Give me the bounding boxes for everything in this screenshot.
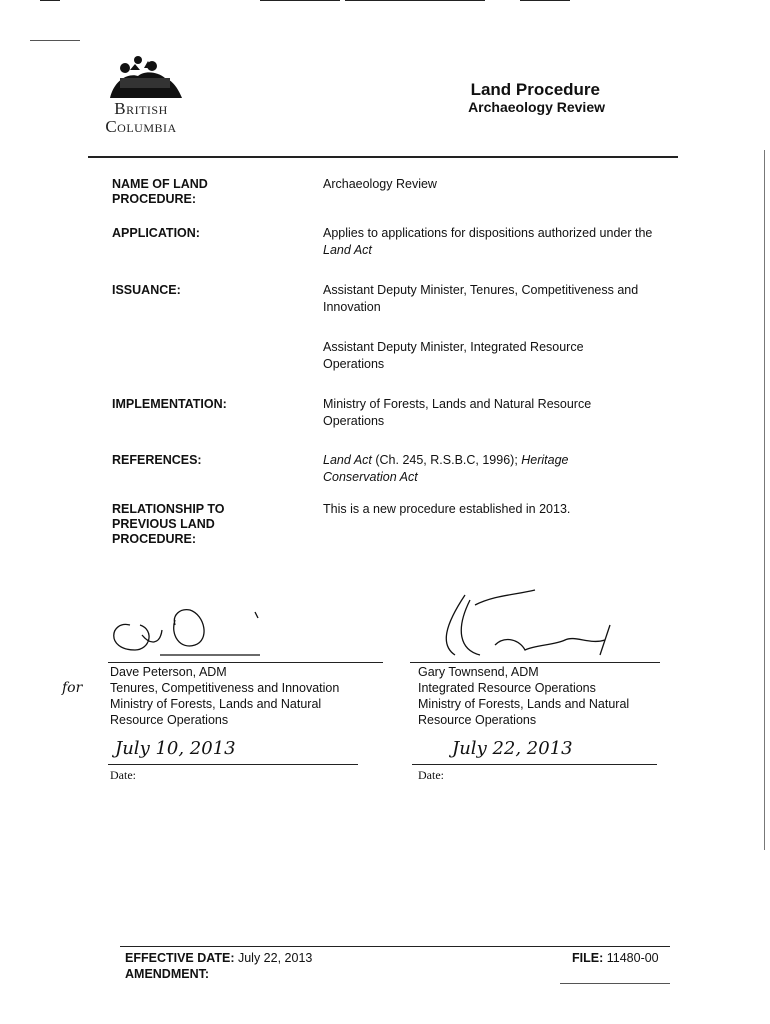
label-issuance: ISSUANCE:	[112, 283, 181, 297]
signature-left-icon	[100, 600, 270, 660]
value-application-text: Applies to applications for dispositions authorized under the	[323, 226, 653, 240]
signature-line-left	[108, 662, 383, 663]
value-application	[323, 225, 673, 259]
date-line-left	[108, 764, 358, 765]
label-name-of-procedure: NAME OF LAND PROCEDURE:	[112, 177, 208, 206]
footer-rule-top	[120, 946, 670, 947]
signer-right-line3: Resource Operations	[418, 713, 537, 727]
label-relationship: RELATIONSHIP TO PREVIOUS LAND PROCEDURE:	[112, 502, 225, 546]
label-implementation: IMPLEMENTATION:	[112, 397, 227, 411]
ref-heritage-act: Heritage Conservation Act	[323, 453, 569, 484]
header-rule	[88, 156, 678, 158]
value-application-italic: Land Act	[323, 243, 372, 257]
signature-line-right	[410, 662, 660, 663]
file-value: 11480-00	[606, 951, 659, 965]
date-label-right: Date:	[418, 768, 444, 782]
signature-left-block	[110, 664, 339, 728]
effective-date-label: EFFECTIVE DATE:	[125, 951, 235, 965]
signer-right-line2: Ministry of Forests, Lands and Natural	[418, 697, 630, 711]
amendment-label: AMENDMENT:	[125, 967, 210, 981]
ref-land-act: Land Act	[323, 453, 372, 467]
logo-line-british: British	[114, 99, 168, 118]
bc-logo	[80, 48, 200, 138]
margin-note: for	[62, 680, 83, 696]
label-application: APPLICATION:	[112, 226, 200, 240]
ref-middle: (Ch. 245, R.S.B.C, 1996);	[371, 453, 522, 467]
label-references: REFERENCES:	[112, 453, 202, 467]
bc-crest-icon	[80, 48, 200, 103]
signer-left-name: Dave Peterson, ADM	[110, 665, 227, 679]
signature-right-icon	[425, 585, 625, 665]
effective-date-value: July 22, 2013	[237, 951, 313, 965]
value-relationship: This is a new procedure established in 2013.	[323, 502, 571, 516]
file-label: FILE:	[572, 951, 604, 965]
page-title: Land Procedure	[470, 80, 600, 99]
page-subtitle: Archaeology Review	[468, 99, 605, 115]
logo-line-columbia: Columbia	[105, 117, 177, 136]
value-issuance-2: Assistant Deputy Minister, Integrated Resource Operations	[323, 340, 584, 371]
date-handwritten-right: July 22, 2013	[452, 738, 573, 759]
date-label-left: Date:	[110, 768, 136, 782]
signature-right-block	[418, 664, 629, 728]
value-issuance-1: Assistant Deputy Minister, Tenures, Competitiveness and Innovation	[323, 283, 639, 314]
footer-effective	[125, 950, 312, 966]
value-references	[323, 452, 623, 486]
signer-right-name: Gary Townsend, ADM	[418, 665, 539, 679]
signer-left-line3: Resource Operations	[110, 713, 229, 727]
signer-left-line2: Ministry of Forests, Lands and Natural	[110, 697, 322, 711]
date-handwritten-left: July 10, 2013	[115, 738, 236, 759]
signer-right-line1: Integrated Resource Operations	[418, 681, 596, 695]
date-line-right	[412, 764, 657, 765]
footer-file	[572, 950, 659, 966]
value-name-of-procedure: Archaeology Review	[323, 177, 437, 191]
footer-rule-bottom	[560, 983, 670, 984]
signer-left-line1: Tenures, Competitiveness and Innovation	[110, 681, 340, 695]
value-implementation: Ministry of Forests, Lands and Natural Resource Operations	[323, 397, 592, 428]
